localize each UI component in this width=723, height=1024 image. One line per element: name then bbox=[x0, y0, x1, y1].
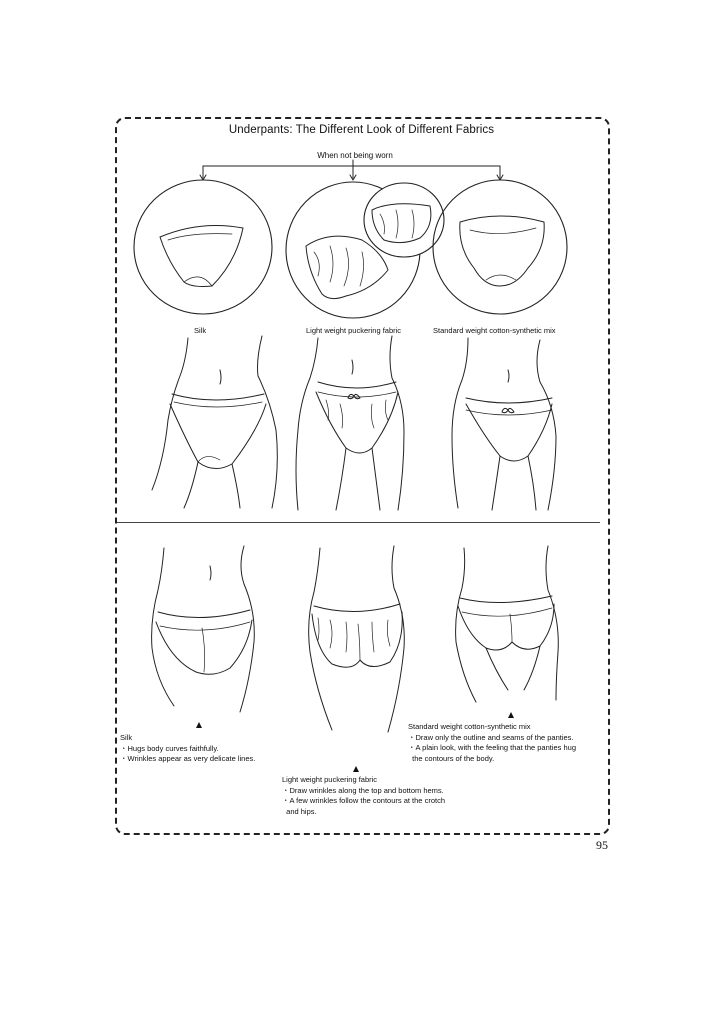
subheading-bracket bbox=[200, 160, 503, 180]
puckering-circle-illustration bbox=[286, 182, 444, 318]
page-number: 95 bbox=[596, 838, 608, 852]
section-divider bbox=[117, 522, 600, 523]
note-light-heading: Light weight puckering fabric bbox=[282, 775, 378, 784]
puckering-front-figure bbox=[296, 336, 404, 510]
caption-silk: Silk bbox=[194, 326, 207, 335]
note-standard-heading: Standard weight cotton-synthetic mix bbox=[408, 722, 531, 731]
note-silk bbox=[120, 733, 255, 765]
subheading: When not being worn bbox=[317, 151, 393, 160]
caption-standard-weight: Standard weight cotton-synthetic mix bbox=[433, 326, 556, 335]
note-standard-bullet: ・A plain look, with the feeling that the panties hug bbox=[408, 743, 577, 752]
page-title: Underpants: The Different Look of Different Fabrics bbox=[228, 124, 495, 136]
pointer-silk bbox=[196, 722, 202, 728]
pointer-standard bbox=[508, 712, 514, 718]
note-silk-bullet: ・Wrinkles appear as very delicate lines. bbox=[120, 754, 256, 763]
note-light-weight bbox=[282, 775, 445, 817]
silk-back-figure bbox=[152, 546, 255, 712]
note-light-bullet: ・Draw wrinkles along the top and bottom hems. bbox=[282, 785, 444, 795]
note-standard-bullet: the contours of the body. bbox=[408, 753, 495, 763]
puckering-back-figure bbox=[309, 546, 405, 732]
pointer-light bbox=[353, 766, 359, 772]
note-standard-weight bbox=[408, 722, 576, 764]
cotton-circle-illustration bbox=[433, 180, 567, 314]
note-light-bullet: and hips. bbox=[282, 806, 317, 816]
cotton-back-figure bbox=[456, 546, 559, 702]
note-light-bullet: ・A few wrinkles follow the contours at the crotch bbox=[282, 796, 445, 805]
silk-front-figure bbox=[152, 336, 277, 508]
caption-light-weight: Light weight puckering fabric bbox=[306, 326, 402, 335]
note-silk-bullet: ・Hugs body curves faithfully. bbox=[120, 743, 219, 753]
note-silk-heading: Silk bbox=[120, 733, 133, 742]
cotton-front-figure bbox=[452, 338, 556, 510]
silk-circle-illustration bbox=[134, 180, 272, 314]
note-standard-bullet: ・Draw only the outline and seams of the panties. bbox=[408, 732, 574, 742]
